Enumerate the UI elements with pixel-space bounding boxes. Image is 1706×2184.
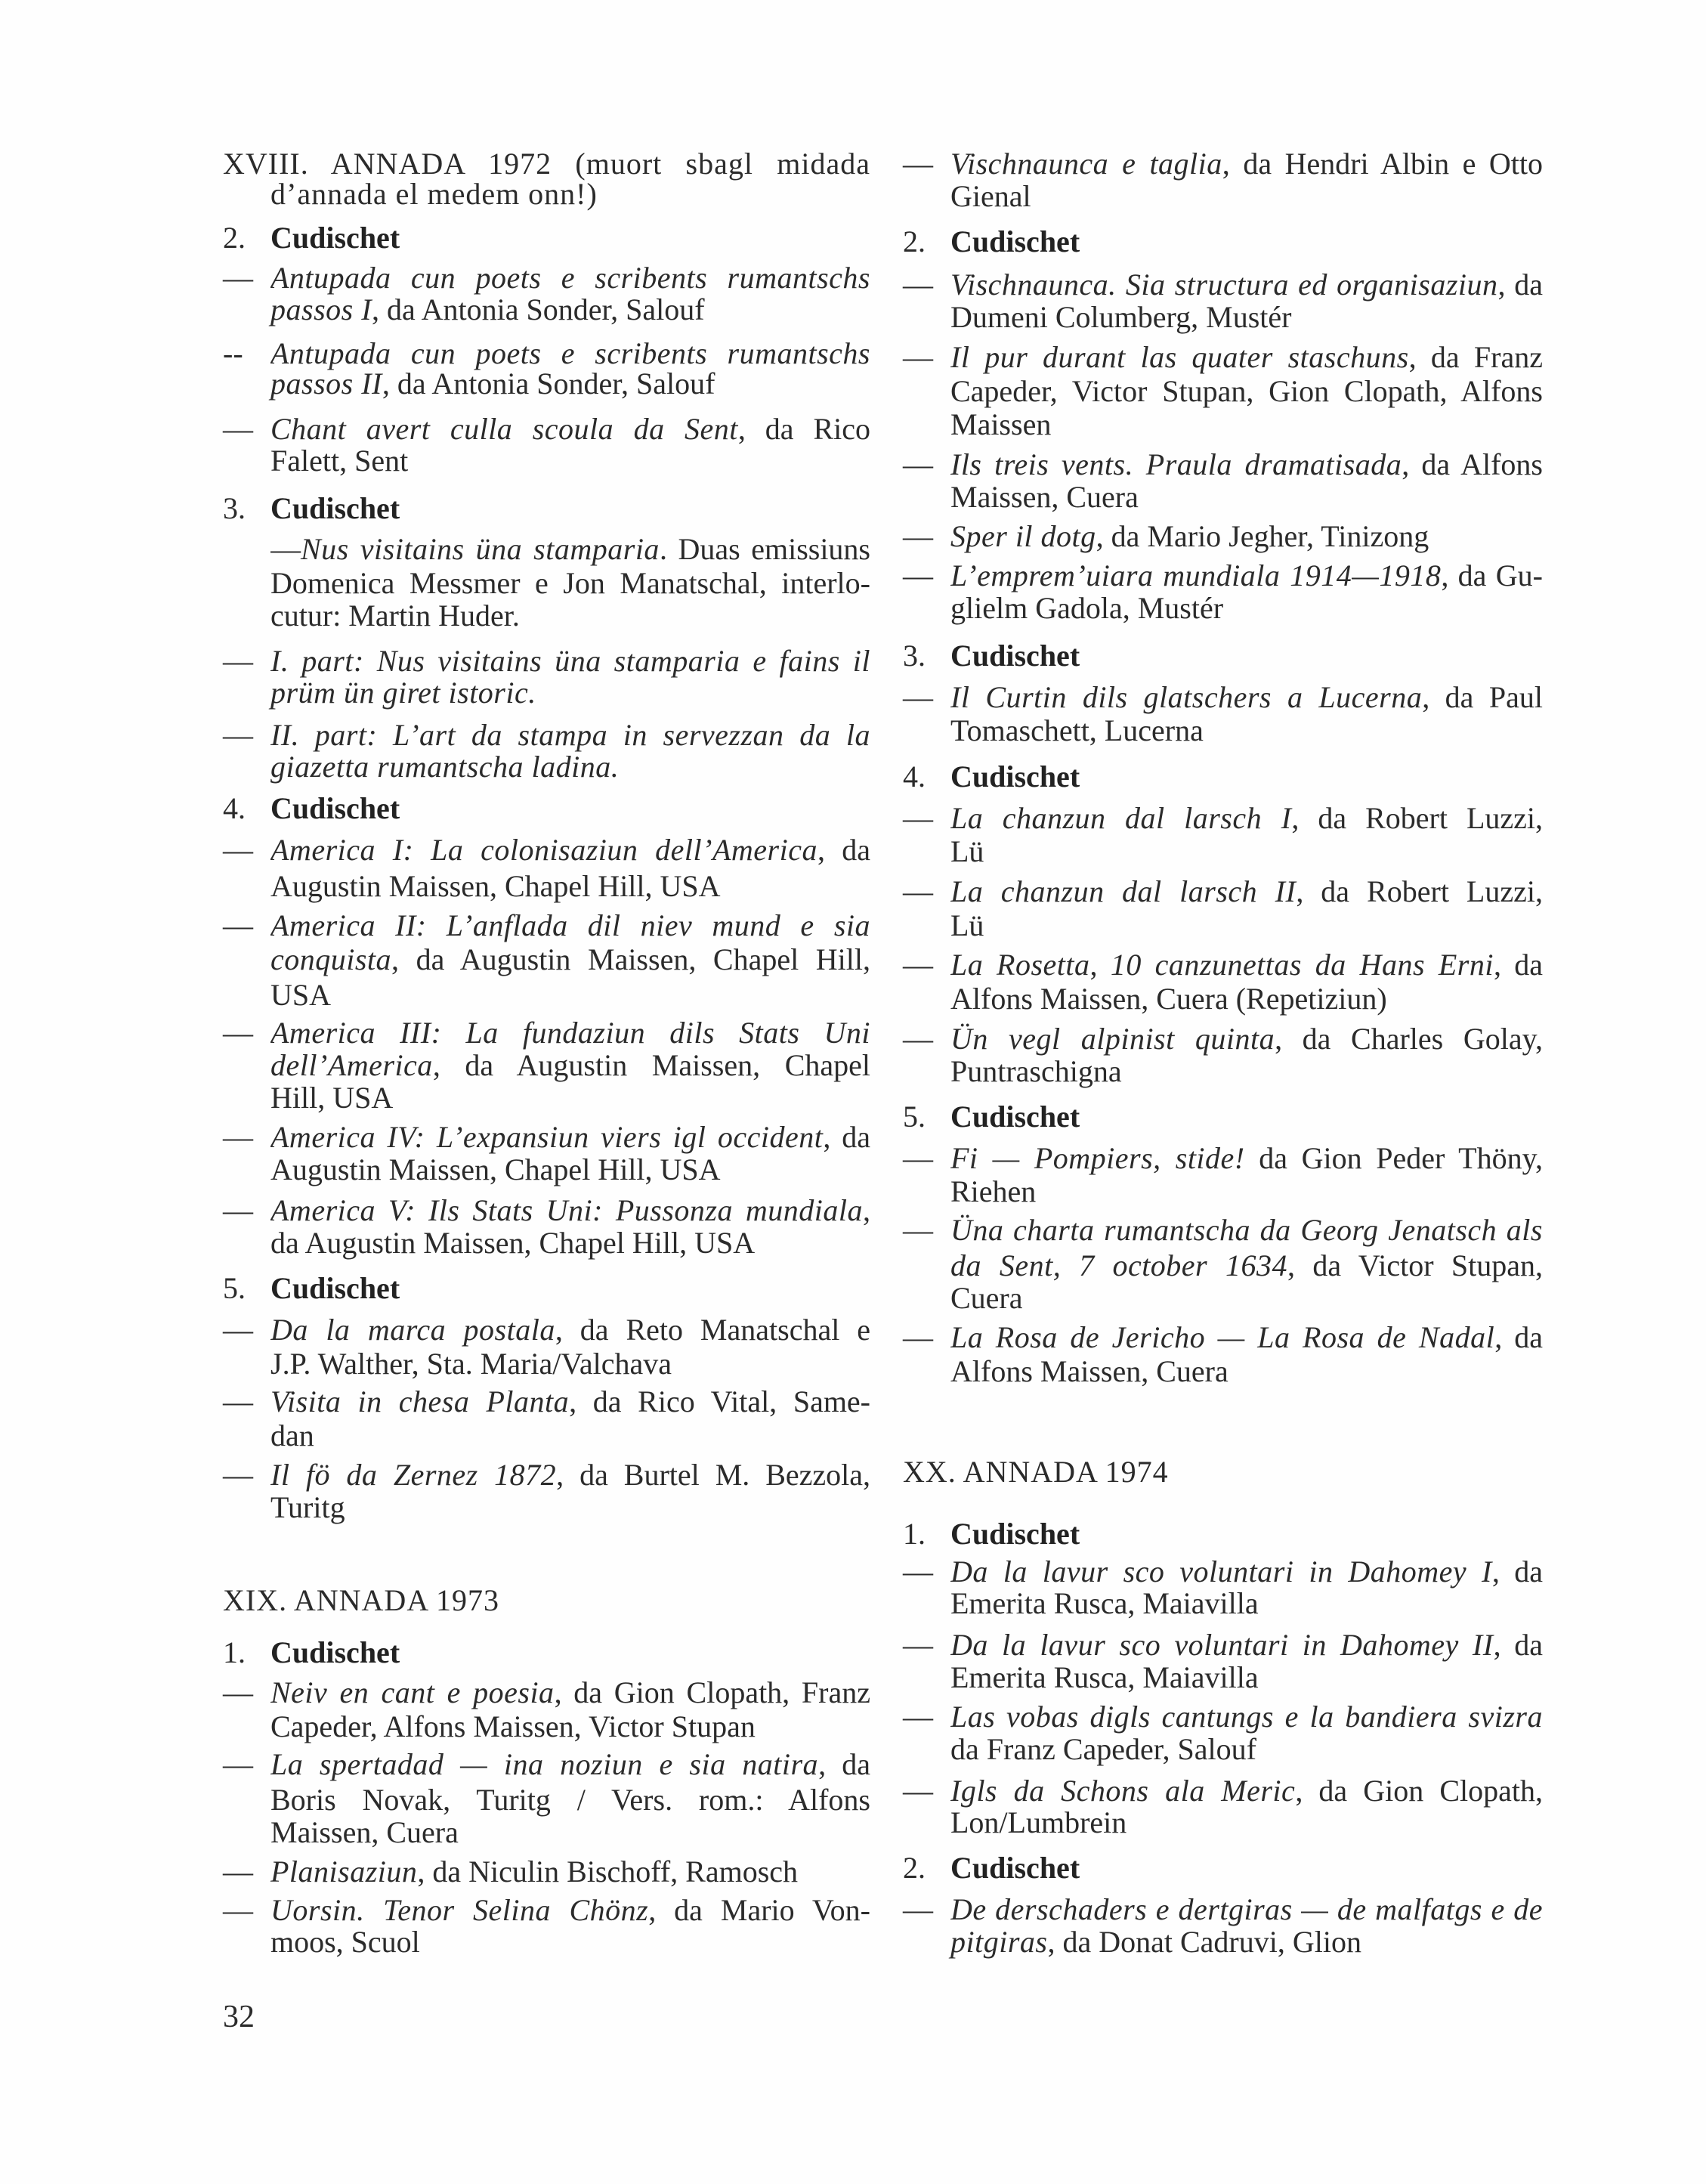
section-label: Cudischet <box>950 639 1080 673</box>
em-dash: — <box>903 447 933 481</box>
title-text: pitgiras <box>950 1925 1048 1959</box>
plain-text: Hill, USA <box>270 1081 394 1115</box>
title-text: Vischnaunca e taglia <box>950 147 1222 181</box>
title-text: La spertadad — ina noziun e sia natira <box>270 1747 819 1781</box>
plain-text: , da Robert Luzzi, <box>1291 801 1543 835</box>
title-text: Antupada cun poets e scribents rumantschs <box>270 261 870 295</box>
entry-line <box>950 1732 1543 1766</box>
entry-line <box>950 1281 1543 1315</box>
plain-text: , da Burtel M. Bezzola, <box>556 1458 870 1492</box>
title-text: dell’America <box>270 1048 433 1082</box>
entry-line <box>270 1815 870 1849</box>
em-dash: — <box>223 261 253 295</box>
entry-line <box>950 447 1543 481</box>
section-number: 1. <box>223 1635 246 1669</box>
entry-line <box>950 982 1543 1016</box>
plain-text: Capeder, Victor Stupan, Gion Clopath, Alfons <box>950 374 1543 408</box>
em-dash: — <box>903 874 933 908</box>
entry-line <box>270 978 870 1012</box>
entry-line <box>950 1354 1543 1388</box>
em-dash: -- <box>223 336 243 370</box>
entry-line <box>950 1628 1543 1662</box>
plain-text: Lon/Lumbrein <box>950 1805 1127 1839</box>
entry-line <box>270 566 870 600</box>
plain-text: XX. ANNADA 1974 <box>903 1455 1169 1489</box>
entry-line <box>950 1925 1543 1959</box>
entry-line <box>270 908 870 942</box>
title-text: Üna charta rumantscha da Georg Jenatsch als <box>950 1213 1543 1247</box>
em-dash: — <box>903 558 933 592</box>
plain-text: , da <box>1494 1320 1543 1354</box>
title-text: Il fö da Zernez 1872 <box>270 1458 557 1492</box>
entry-line <box>950 1700 1543 1734</box>
title-text: Visita in chesa Planta <box>270 1384 570 1418</box>
entry-line <box>950 480 1543 514</box>
plain-text: Riehen <box>950 1174 1037 1208</box>
title-text: Il pur durant las quater staschuns <box>950 340 1409 374</box>
plain-text: , da Rico Vital, Same- <box>569 1384 870 1418</box>
em-dash: — <box>223 1016 253 1050</box>
entry-line <box>270 833 870 867</box>
plain-text: , da Alfons <box>1402 447 1543 481</box>
section-number: 2. <box>223 221 246 255</box>
plain-text: Maissen <box>950 407 1052 441</box>
entry-line <box>950 1022 1543 1056</box>
entry-line <box>270 676 870 710</box>
plain-text: Puntraschigna <box>950 1054 1122 1088</box>
entry-line <box>270 336 870 370</box>
plain-text: , da <box>823 1120 870 1154</box>
em-dash: — <box>223 1675 253 1709</box>
heading-line <box>223 147 870 181</box>
entry-line <box>950 1320 1543 1354</box>
entry-line <box>950 713 1543 747</box>
plain-text: Boris Novak, Turitg / Vers. rom.: Alfons <box>270 1783 870 1817</box>
em-dash: — <box>223 1855 253 1889</box>
entry-line <box>950 1174 1543 1208</box>
entry-line <box>950 1054 1543 1088</box>
section-number: 1. <box>903 1517 926 1551</box>
entry-line <box>950 179 1543 213</box>
em-dash: — <box>903 1141 933 1175</box>
em-dash: — <box>223 1313 253 1347</box>
entry-line <box>950 1892 1543 1926</box>
entry-line <box>270 750 870 784</box>
section-label: Cudischet <box>950 759 1080 793</box>
entry-line <box>270 292 870 326</box>
plain-text: , da <box>1493 948 1543 982</box>
plain-text: , da Paul <box>1422 680 1543 714</box>
entry-line <box>950 268 1543 302</box>
plain-text: glielm Gadola, Mustér <box>950 591 1224 625</box>
entry-line <box>950 1248 1543 1282</box>
entry-line <box>270 942 870 976</box>
entry-line <box>270 599 870 633</box>
plain-text: , da <box>1491 1554 1543 1589</box>
entry-line <box>270 718 870 752</box>
plain-text: , da Antonia Sonder, Salouf <box>372 292 705 326</box>
entry-line <box>270 1675 870 1709</box>
entry-line <box>950 834 1543 868</box>
title-text: Planisaziun <box>270 1855 418 1889</box>
title-text: La chanzun dal larsch I <box>950 801 1292 835</box>
heading-line <box>223 1583 870 1617</box>
title-text: conquista <box>270 942 392 976</box>
plain-text: Dumeni Columberg, Mustér <box>950 300 1292 334</box>
plain-text: , da Donat Cadruvi, Glion <box>1047 1925 1361 1959</box>
entry-line <box>950 519 1543 553</box>
title-text: Antupada cun poets e scribents rumantschs <box>270 336 870 370</box>
em-dash: — <box>903 1628 933 1662</box>
em-dash: — <box>223 833 253 867</box>
em-dash: — <box>903 948 933 982</box>
title-text: Vischnaunca. Sia structura ed organisaziun <box>950 268 1498 302</box>
section-label: Cudischet <box>270 1635 400 1669</box>
title-text: L’emprem’uiara mundiala 1914—1918 <box>950 558 1442 592</box>
plain-text: , da Rico <box>737 412 870 446</box>
entry-line <box>950 1805 1543 1839</box>
plain-text: , da Reto Manatschal e <box>555 1313 870 1347</box>
plain-text: Alfons Maissen, Cuera <box>950 1354 1229 1388</box>
em-dash: — <box>903 1554 933 1589</box>
em-dash: — <box>223 644 253 678</box>
entry-line <box>950 680 1543 714</box>
entry-line <box>950 801 1543 835</box>
plain-text: Cuera <box>950 1281 1023 1315</box>
em-dash: — <box>223 1747 253 1781</box>
plain-text: cutur: Martin Huder. <box>270 599 520 633</box>
plain-text: , da Robert Luzzi, <box>1296 874 1543 908</box>
title-text: America IV: L’expansiun viers igl occident <box>270 1120 824 1154</box>
section-label: Cudischet <box>950 224 1080 258</box>
entry-line <box>270 1384 870 1418</box>
plain-text: Maissen, Cuera <box>270 1815 459 1849</box>
plain-text: , da Franz <box>1408 340 1543 374</box>
entry-line <box>950 407 1543 441</box>
title-text: passos II <box>270 367 382 401</box>
em-dash: — <box>903 519 933 553</box>
title-text: Igls da Schons ala Meric <box>950 1774 1296 1808</box>
title-text: Nus visitains üna stamparia <box>301 532 660 566</box>
title-text: Ün vegl alpinist quinta <box>950 1022 1275 1056</box>
plain-text: Alfons Maissen, Cuera (Repetiziun) <box>950 982 1387 1016</box>
title-text: La Rosa de Jericho — La Rosa de Nadal <box>950 1320 1495 1354</box>
section-number: 3. <box>903 639 926 673</box>
entry-line <box>950 1586 1543 1620</box>
plain-text: da Gion Peder Thöny, <box>1244 1141 1543 1175</box>
plain-text: — <box>270 532 301 566</box>
entry-line <box>270 532 870 566</box>
em-dash: — <box>223 908 253 942</box>
plain-text: , da Augustin Maissen, Chapel Hill, <box>391 942 870 976</box>
section-number: 2. <box>903 1851 926 1885</box>
plain-text: Tomaschett, Lucerna <box>950 713 1204 747</box>
section-number: 3. <box>223 491 246 525</box>
em-dash: — <box>223 1193 253 1227</box>
plain-text: , da <box>1497 268 1543 302</box>
title-text: Fi — Pompiers, stide! <box>950 1141 1245 1175</box>
section-number: 5. <box>903 1100 926 1134</box>
em-dash: — <box>223 1893 253 1927</box>
plain-text: Emerita Rusca, Maiavilla <box>950 1660 1259 1694</box>
entry-line <box>270 1016 870 1050</box>
heading-line <box>270 177 870 211</box>
entry-line <box>270 1490 870 1524</box>
plain-text: XIX. ANNADA 1973 <box>223 1583 499 1617</box>
em-dash: — <box>903 1700 933 1734</box>
plain-text: , da Gu- <box>1441 558 1543 592</box>
title-text: Chant avert culla scoula da Sent <box>270 412 738 446</box>
em-dash: — <box>223 1384 253 1418</box>
entry-line <box>950 147 1543 181</box>
plain-text: , <box>1089 948 1111 982</box>
plain-text: , da Hendri Albin e Otto <box>1222 147 1543 181</box>
title-text: II. part: L’art da stampa in servezzan da la <box>270 718 870 752</box>
plain-text: , da Niculin Bischoff, Ramosch <box>417 1855 799 1889</box>
plain-text: , <box>863 1193 870 1227</box>
entry-line <box>950 1774 1543 1808</box>
section-label: Cudischet <box>950 1100 1080 1134</box>
entry-line <box>270 1458 870 1492</box>
title-text: 10 canzunettas da Hans Erni <box>1110 948 1494 982</box>
section-number: 4. <box>903 759 926 793</box>
title-text: America II: L’anflada dil niev mund e sia <box>270 908 870 942</box>
plain-text: Augustin Maissen, Chapel Hill, USA <box>270 1152 721 1186</box>
title-text: Da la marca postala <box>270 1313 555 1347</box>
entry-line <box>270 1893 870 1927</box>
title-text: America I: La colonisaziun dell’America <box>270 833 817 867</box>
entry-line <box>270 1747 870 1781</box>
plain-text: , da Mario Jegher, Tinizong <box>1096 519 1429 553</box>
em-dash: — <box>903 801 933 835</box>
entry-line <box>270 444 870 478</box>
plain-text: Emerita Rusca, Maiavilla <box>950 1586 1259 1620</box>
entry-line <box>270 644 870 678</box>
title-text: Uorsin. Tenor Selina Chönz <box>270 1893 649 1927</box>
entry-line <box>950 340 1543 374</box>
plain-text: Turitg <box>270 1490 345 1524</box>
plain-text: Gienal <box>950 179 1031 213</box>
section-label: Cudischet <box>950 1851 1080 1885</box>
entry-line <box>270 1081 870 1115</box>
em-dash: — <box>903 680 933 714</box>
entry-line <box>270 1152 870 1186</box>
title-text: Da la lavur sco voluntari in Dahomey I <box>950 1554 1492 1589</box>
plain-text: Lü <box>950 834 984 868</box>
section-number: 4. <box>223 791 246 825</box>
section-label: Cudischet <box>270 791 400 825</box>
entry-line <box>270 1347 870 1381</box>
em-dash: — <box>223 412 253 446</box>
entry-line <box>270 1709 870 1743</box>
title-text: La Rosetta <box>950 948 1090 982</box>
title-text: Sper il dotg <box>950 519 1096 553</box>
plain-text: d’annada el medem onn!) <box>270 177 598 211</box>
entry-line <box>950 874 1543 908</box>
plain-text: moos, Scuol <box>270 1925 420 1959</box>
plain-text: Augustin Maissen, Chapel Hill, USA <box>270 869 721 903</box>
title-text: Da la lavur sco voluntari in Dahomey II <box>950 1628 1494 1662</box>
entry-line <box>950 1660 1543 1694</box>
plain-text: , da <box>817 833 870 867</box>
title-text: da Sent, 7 october 1634 <box>950 1248 1287 1282</box>
plain-text: Lü <box>950 908 984 942</box>
entry-line <box>270 1313 870 1347</box>
entry-line <box>270 1855 870 1889</box>
entry-line <box>270 1193 870 1227</box>
section-label: Cudischet <box>950 1517 1080 1551</box>
title-text: passos I <box>270 292 372 326</box>
plain-text: , da <box>818 1747 870 1781</box>
entry-line <box>270 367 870 401</box>
plain-text: , da Augustin Maissen, Chapel <box>432 1048 870 1082</box>
entry-line <box>270 1120 870 1154</box>
plain-text: , da <box>1493 1628 1543 1662</box>
plain-text: , da Antonia Sonder, Salouf <box>382 367 715 401</box>
entry-line <box>950 591 1543 625</box>
plain-text: , da Gion Clopath, <box>1295 1774 1543 1808</box>
plain-text: USA <box>270 978 332 1012</box>
em-dash: — <box>903 1892 933 1926</box>
plain-text: XVIII. ANNADA 1972 (muort sbagl midada <box>223 147 870 181</box>
plain-text: . Duas emissiuns <box>659 532 870 566</box>
plain-text: da Franz Capeder, Salouf <box>950 1732 1256 1766</box>
title-text: Ils treis vents. Praula dramatisada <box>950 447 1402 481</box>
entry-line <box>270 1783 870 1817</box>
entry-line <box>270 1418 870 1452</box>
entry-line <box>950 1213 1543 1247</box>
plain-text: da Augustin Maissen, Chapel Hill, USA <box>270 1226 756 1260</box>
plain-text: dan <box>270 1418 314 1452</box>
entry-line <box>270 412 870 446</box>
plain-text: , da Mario Von- <box>648 1893 870 1927</box>
em-dash: — <box>903 340 933 374</box>
em-dash: — <box>903 1213 933 1247</box>
section-label: Cudischet <box>270 491 400 525</box>
entry-line <box>270 1925 870 1959</box>
title-text: La chanzun dal larsch II <box>950 874 1296 908</box>
entry-line <box>950 300 1543 334</box>
section-number: 5. <box>223 1271 246 1305</box>
title-text: America III: La fundaziun dils Stats Uni <box>270 1016 870 1050</box>
title-text: Il Curtin dils glatschers a Lucerna <box>950 680 1423 714</box>
title-text: Las vobas digls cantungs e la bandiera svizra <box>950 1700 1543 1734</box>
entry-line <box>270 1048 870 1082</box>
entry-line <box>950 1141 1543 1175</box>
title-text: I. part: Nus visitains üna stamparia e fains il <box>270 644 870 678</box>
plain-text: , da Gion Clopath, Franz <box>554 1675 870 1709</box>
em-dash: — <box>903 1774 933 1808</box>
section-label: Cudischet <box>270 1271 400 1305</box>
plain-text: Domenica Messmer e Jon Manatschal, interlo- <box>270 566 870 600</box>
title-text: America V: Ils Stats Uni: Pussonza mundiala <box>270 1193 863 1227</box>
title-text: prüm ün giret istoric. <box>270 676 536 710</box>
section-label: Cudischet <box>270 221 400 255</box>
entry-line <box>270 869 870 903</box>
em-dash: — <box>903 268 933 302</box>
title-text: giazetta rumantscha ladina. <box>270 750 620 784</box>
title-text: De derschaders e dertgiras — de malfatgs e de <box>950 1892 1543 1926</box>
heading-line <box>903 1455 1543 1489</box>
em-dash: — <box>903 147 933 181</box>
em-dash: — <box>223 718 253 752</box>
entry-line <box>270 1226 870 1260</box>
plain-text: Maissen, Cuera <box>950 480 1139 514</box>
page-number: 32 <box>223 2000 255 2034</box>
plain-text: Capeder, Alfons Maissen, Victor Stupan <box>270 1709 756 1743</box>
em-dash: — <box>223 1120 253 1154</box>
entry-line <box>950 1554 1543 1589</box>
plain-text: Falett, Sent <box>270 444 409 478</box>
section-number: 2. <box>903 224 926 258</box>
title-text: Neiv en cant e poesia <box>270 1675 555 1709</box>
entry-line <box>950 948 1543 982</box>
entry-line <box>950 558 1543 592</box>
em-dash: — <box>223 1458 253 1492</box>
em-dash: — <box>903 1320 933 1354</box>
plain-text: , da Charles Golay, <box>1275 1022 1543 1056</box>
plain-text: , da Victor Stupan, <box>1287 1248 1543 1282</box>
plain-text: J.P. Walther, Sta. Maria/Valchava <box>270 1347 672 1381</box>
entry-line <box>270 261 870 295</box>
entry-line <box>950 374 1543 408</box>
entry-line <box>950 908 1543 942</box>
em-dash: — <box>903 1022 933 1056</box>
